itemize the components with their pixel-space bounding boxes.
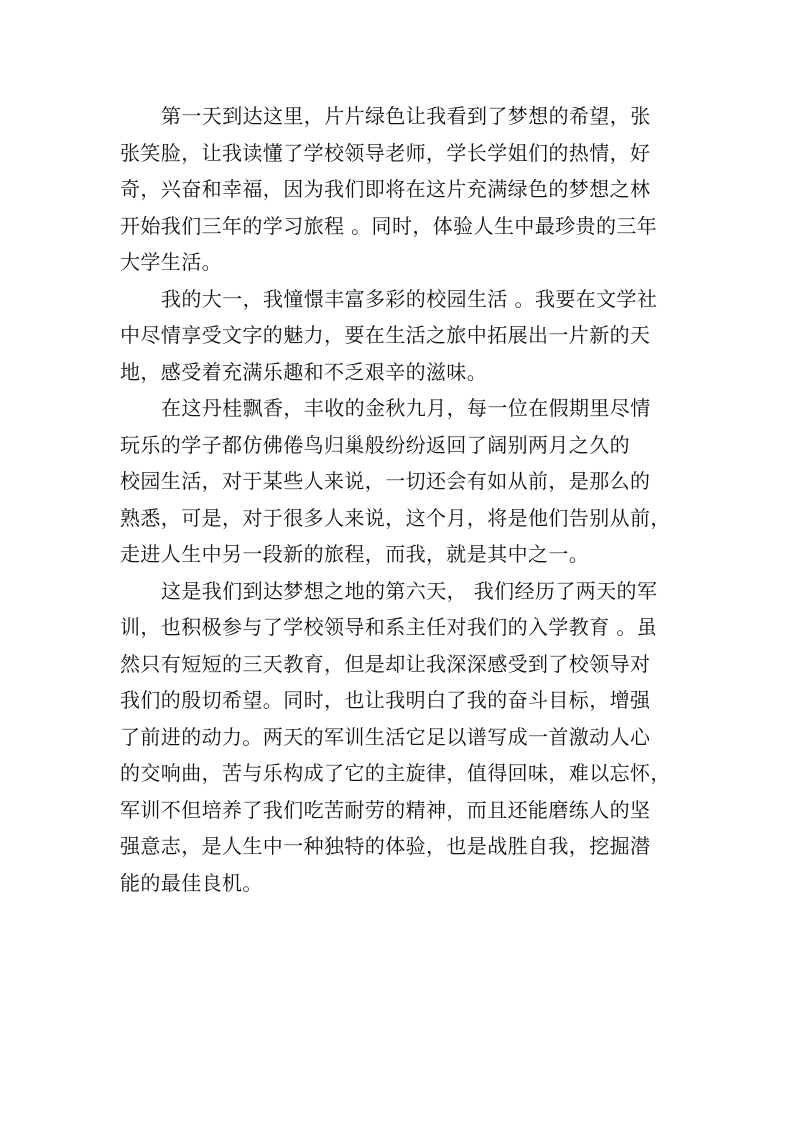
paragraph-line: 强意志，是人生中一种独特的体验，也是战胜自我，挖掘潜 <box>120 834 651 858</box>
paragraph-line: 然只有短短的三天教育，但是却让我深深感受到了校领导对 <box>120 651 651 676</box>
paragraph-line: 开始我们三年的学习旅程 。同时，体验人生中最珍贵的三年 <box>120 213 658 238</box>
paragraph-line: 训，也积极参与了学校领导和系主任对我们的入学教育 。虽 <box>120 615 658 639</box>
paragraph-line: 这是我们到达梦想之地的第六天， 我们经历了两天的军 <box>161 578 658 603</box>
paragraph-line: 我们的殷切希望。同时，也让我明白了我的奋斗目标，增强 <box>120 688 651 712</box>
paragraph-1 <box>120 98 680 281</box>
paragraph-3 <box>120 390 680 573</box>
paragraph-line: 玩乐的学子都仿佛倦鸟归巢般纷纷返回了阔别两月之久的 <box>120 432 630 457</box>
paragraph-line: 熟悉，可是，对于很多人来说，这个月，将是他们告别从前， <box>120 505 671 530</box>
paragraph-4 <box>120 573 680 902</box>
document-body <box>120 98 680 901</box>
paragraph-line: 中尽情享受文字的魅力，要在生活之旅中拓展出一片新的天 <box>120 323 651 347</box>
paragraph-line: 张笑脸，让我读懂了学校领导老师，学长学姐们的热情，好 <box>120 140 651 165</box>
paragraph-line: 第一天到达这里，片片绿色让我看到了梦想的希望，张 <box>161 104 651 128</box>
paragraph-line: 校园生活，对于某些人来说，一切还会有如从前，是那么的 <box>120 469 651 493</box>
paragraph-line: 在这丹桂飘香，丰收的金秋九月，每一位在假期里尽情 <box>161 396 651 420</box>
paragraph-line: 大学生活。 <box>120 250 222 274</box>
paragraph-line: 能的最佳良机。 <box>120 870 263 895</box>
paragraph-2 <box>120 281 680 391</box>
paragraph-line: 的交响曲，苦与乐构成了它的主旋律，值得回味，难以忘怀， <box>120 761 671 785</box>
paragraph-line: 走进人生中另一段新的旅程，而我，就是其中之一。 <box>120 542 590 566</box>
paragraph-line: 我的大一，我憧憬丰富多彩的校园生活 。我要在文学社 <box>161 286 658 311</box>
paragraph-line: 军训不但培养了我们吃苦耐劳的精神，而且还能磨练人的坚 <box>120 797 651 822</box>
paragraph-line: 地，感受着充满乐趣和不乏艰辛的滋味。 <box>120 359 488 384</box>
paragraph-line: 了前进的动力。两天的军训生活它足以谱写成一首激动人心 <box>120 724 651 749</box>
paragraph-line: 奇，兴奋和幸福，因为我们即将在这片充满绿色的梦想之林 <box>120 177 651 201</box>
